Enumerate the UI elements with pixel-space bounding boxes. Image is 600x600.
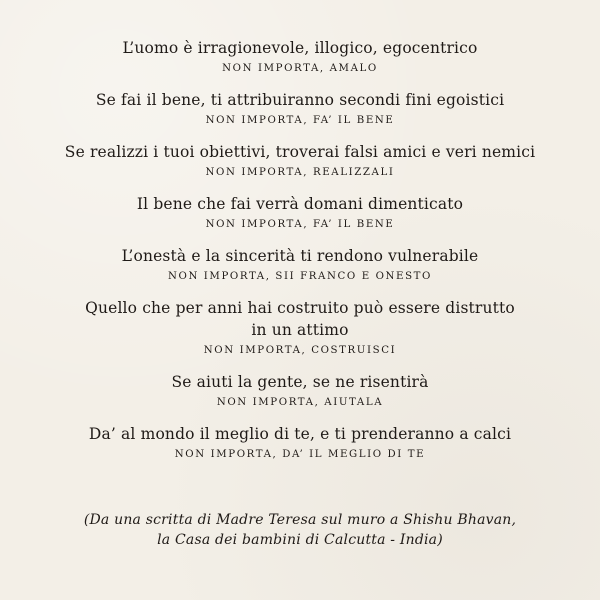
stanza-line: Se realizzi i tuoi obiettivi, troverai falsi amici e veri nemici — [64, 143, 536, 161]
stanza-5 — [0, 246, 600, 286]
citation-line-2: la Casa dei bambini di Calcutta - India) — [157, 532, 443, 548]
stanza-line: Se fai il bene, ti attribuiranno secondi fini egoistici — [95, 91, 505, 109]
stanza-refrain: NON IMPORTA, DA’ IL MEGLIO DI TE — [174, 449, 426, 460]
stanza-1 — [0, 38, 600, 78]
citation-line-1: (Da una scritta di Madre Teresa sul muro a Shishu Bhavan, — [83, 512, 517, 528]
stanza-refrain: NON IMPORTA, COSTRUISCI — [203, 345, 397, 356]
stanza-refrain: NON IMPORTA, AIUTALA — [216, 397, 384, 408]
stanza-line: Il bene che fai verrà domani dimenticato — [136, 195, 464, 213]
stanza-line: Se aiuti la gente, se ne risentirà — [171, 373, 429, 391]
stanza-line: Da’ al mondo il meglio di te, e ti prenderanno a calci — [88, 425, 512, 443]
stanza-2 — [0, 90, 600, 130]
citation — [0, 510, 600, 550]
stanza-line: L’onestà e la sincerità ti rendono vulnerabile — [121, 247, 479, 265]
stanza-line: Quello che per anni hai costruito può essere distrutto — [85, 299, 515, 317]
stanza-refrain: NON IMPORTA, FA’ IL BENE — [205, 115, 395, 126]
stanza-4 — [0, 194, 600, 234]
stanza-6 — [0, 298, 600, 360]
stanza-refrain: NON IMPORTA, AMALO — [222, 63, 378, 74]
stanza-line-continued: in un attimo — [251, 321, 349, 339]
stanza-3 — [0, 142, 600, 182]
stanza-refrain: NON IMPORTA, SII FRANCO E ONESTO — [167, 271, 432, 282]
stanza-8 — [0, 424, 600, 464]
stanza-refrain: NON IMPORTA, REALIZZALI — [205, 167, 395, 178]
stanza-7 — [0, 372, 600, 412]
poem — [0, 38, 600, 476]
stanza-line: L’uomo è irragionevole, illogico, egocentrico — [122, 39, 478, 57]
stanza-refrain: NON IMPORTA, FA’ IL BENE — [205, 219, 395, 230]
